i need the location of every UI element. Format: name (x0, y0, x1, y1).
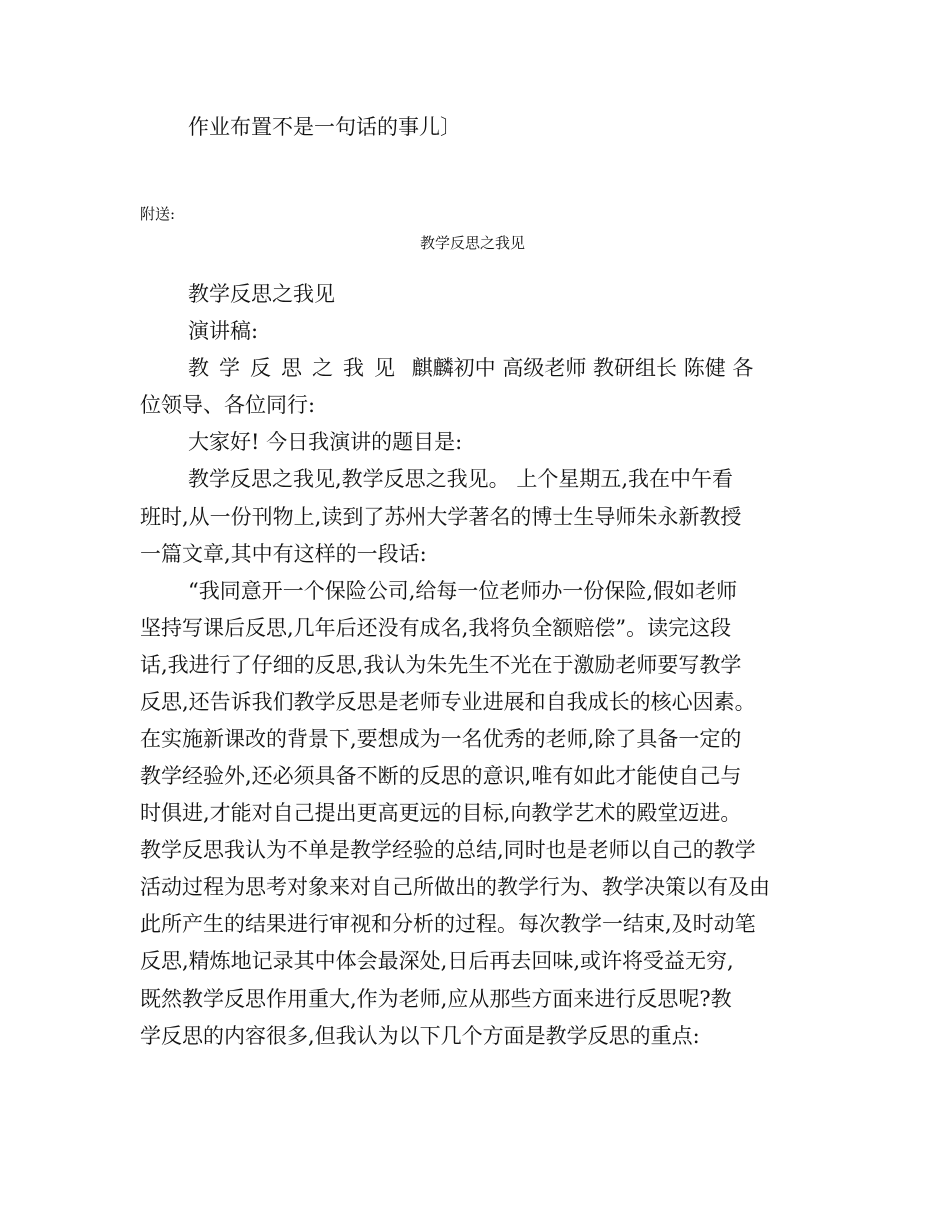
body-line: 反思,还告诉我们教学反思是老师专业进展和自我成长的核心因素。 (140, 690, 756, 714)
speech-label: 演讲稿: (188, 319, 259, 343)
body-line: 一篇文章,其中有这样的一段话: (140, 542, 427, 566)
section-title: 教学反思之我见 (420, 234, 526, 252)
body-line: 在实施新课改的背景下,要想成为一名优秀的老师,除了具备一定的 (140, 727, 742, 751)
attachment-label: 附送: (140, 205, 176, 223)
body-line: 话,我进行了仔细的反思,我认为朱先生不光在于激励老师要写教学 (140, 653, 742, 677)
body-line: 既然教学反思作用重大,作为老师,应从那些方面来进行反思呢?教 (140, 987, 732, 1011)
body-line: 班时,从一份刊物上,读到了苏州大学著名的博士生导师朱永新教授 (140, 505, 742, 529)
body-line: 教学经验外,还必须具备不断的反思的意识,唯有如此才能使自己与 (140, 764, 742, 788)
byline-title: 教学反思之我见 (188, 356, 405, 380)
body-line: 时俱进,才能对自己提出更高更远的目标,向教学艺术的殿堂迈进。 (140, 801, 742, 825)
body-line: 活动过程为思考对象来对自己所做出的教学行为、教学决策以有及由 (140, 875, 770, 899)
body-heading: 教学反思之我见 (188, 282, 335, 306)
body-line: 教学反思之我见,教学反思之我见。 上个星期五,我在中午看 (188, 467, 734, 491)
body-line: 大家好! 今日我演讲的题目是: (188, 430, 463, 454)
body-line: 学反思的内容很多,但我认为以下几个方面是教学反思的重点: (140, 1024, 700, 1048)
byline-author: 麒麟初中 高级老师 教研组长 陈健 各 (411, 356, 754, 380)
byline (188, 353, 753, 383)
body-line: 此所产生的结果进行审视和分析的过程。每次教学一结束,及时动笔 (140, 912, 756, 936)
body-line: 位领导、各位同行: (140, 393, 316, 417)
body-line: 坚持写课后反思,几年后还没有成名,我将负全额赔偿”。读完这段 (140, 616, 732, 640)
body-line: 教学反思我认为不单是教学经验的总结,同时也是老师以自己的教学 (140, 838, 756, 862)
top-note: 作业布置不是一句话的事儿〕 (188, 115, 461, 139)
body-line: “我同意开一个保险公司,给每一位老师办一份保险,假如老师 (188, 579, 738, 603)
body-line: 反思,精炼地记录其中体会最深处,日后再去回味,或许将受益无穷, (140, 949, 734, 973)
